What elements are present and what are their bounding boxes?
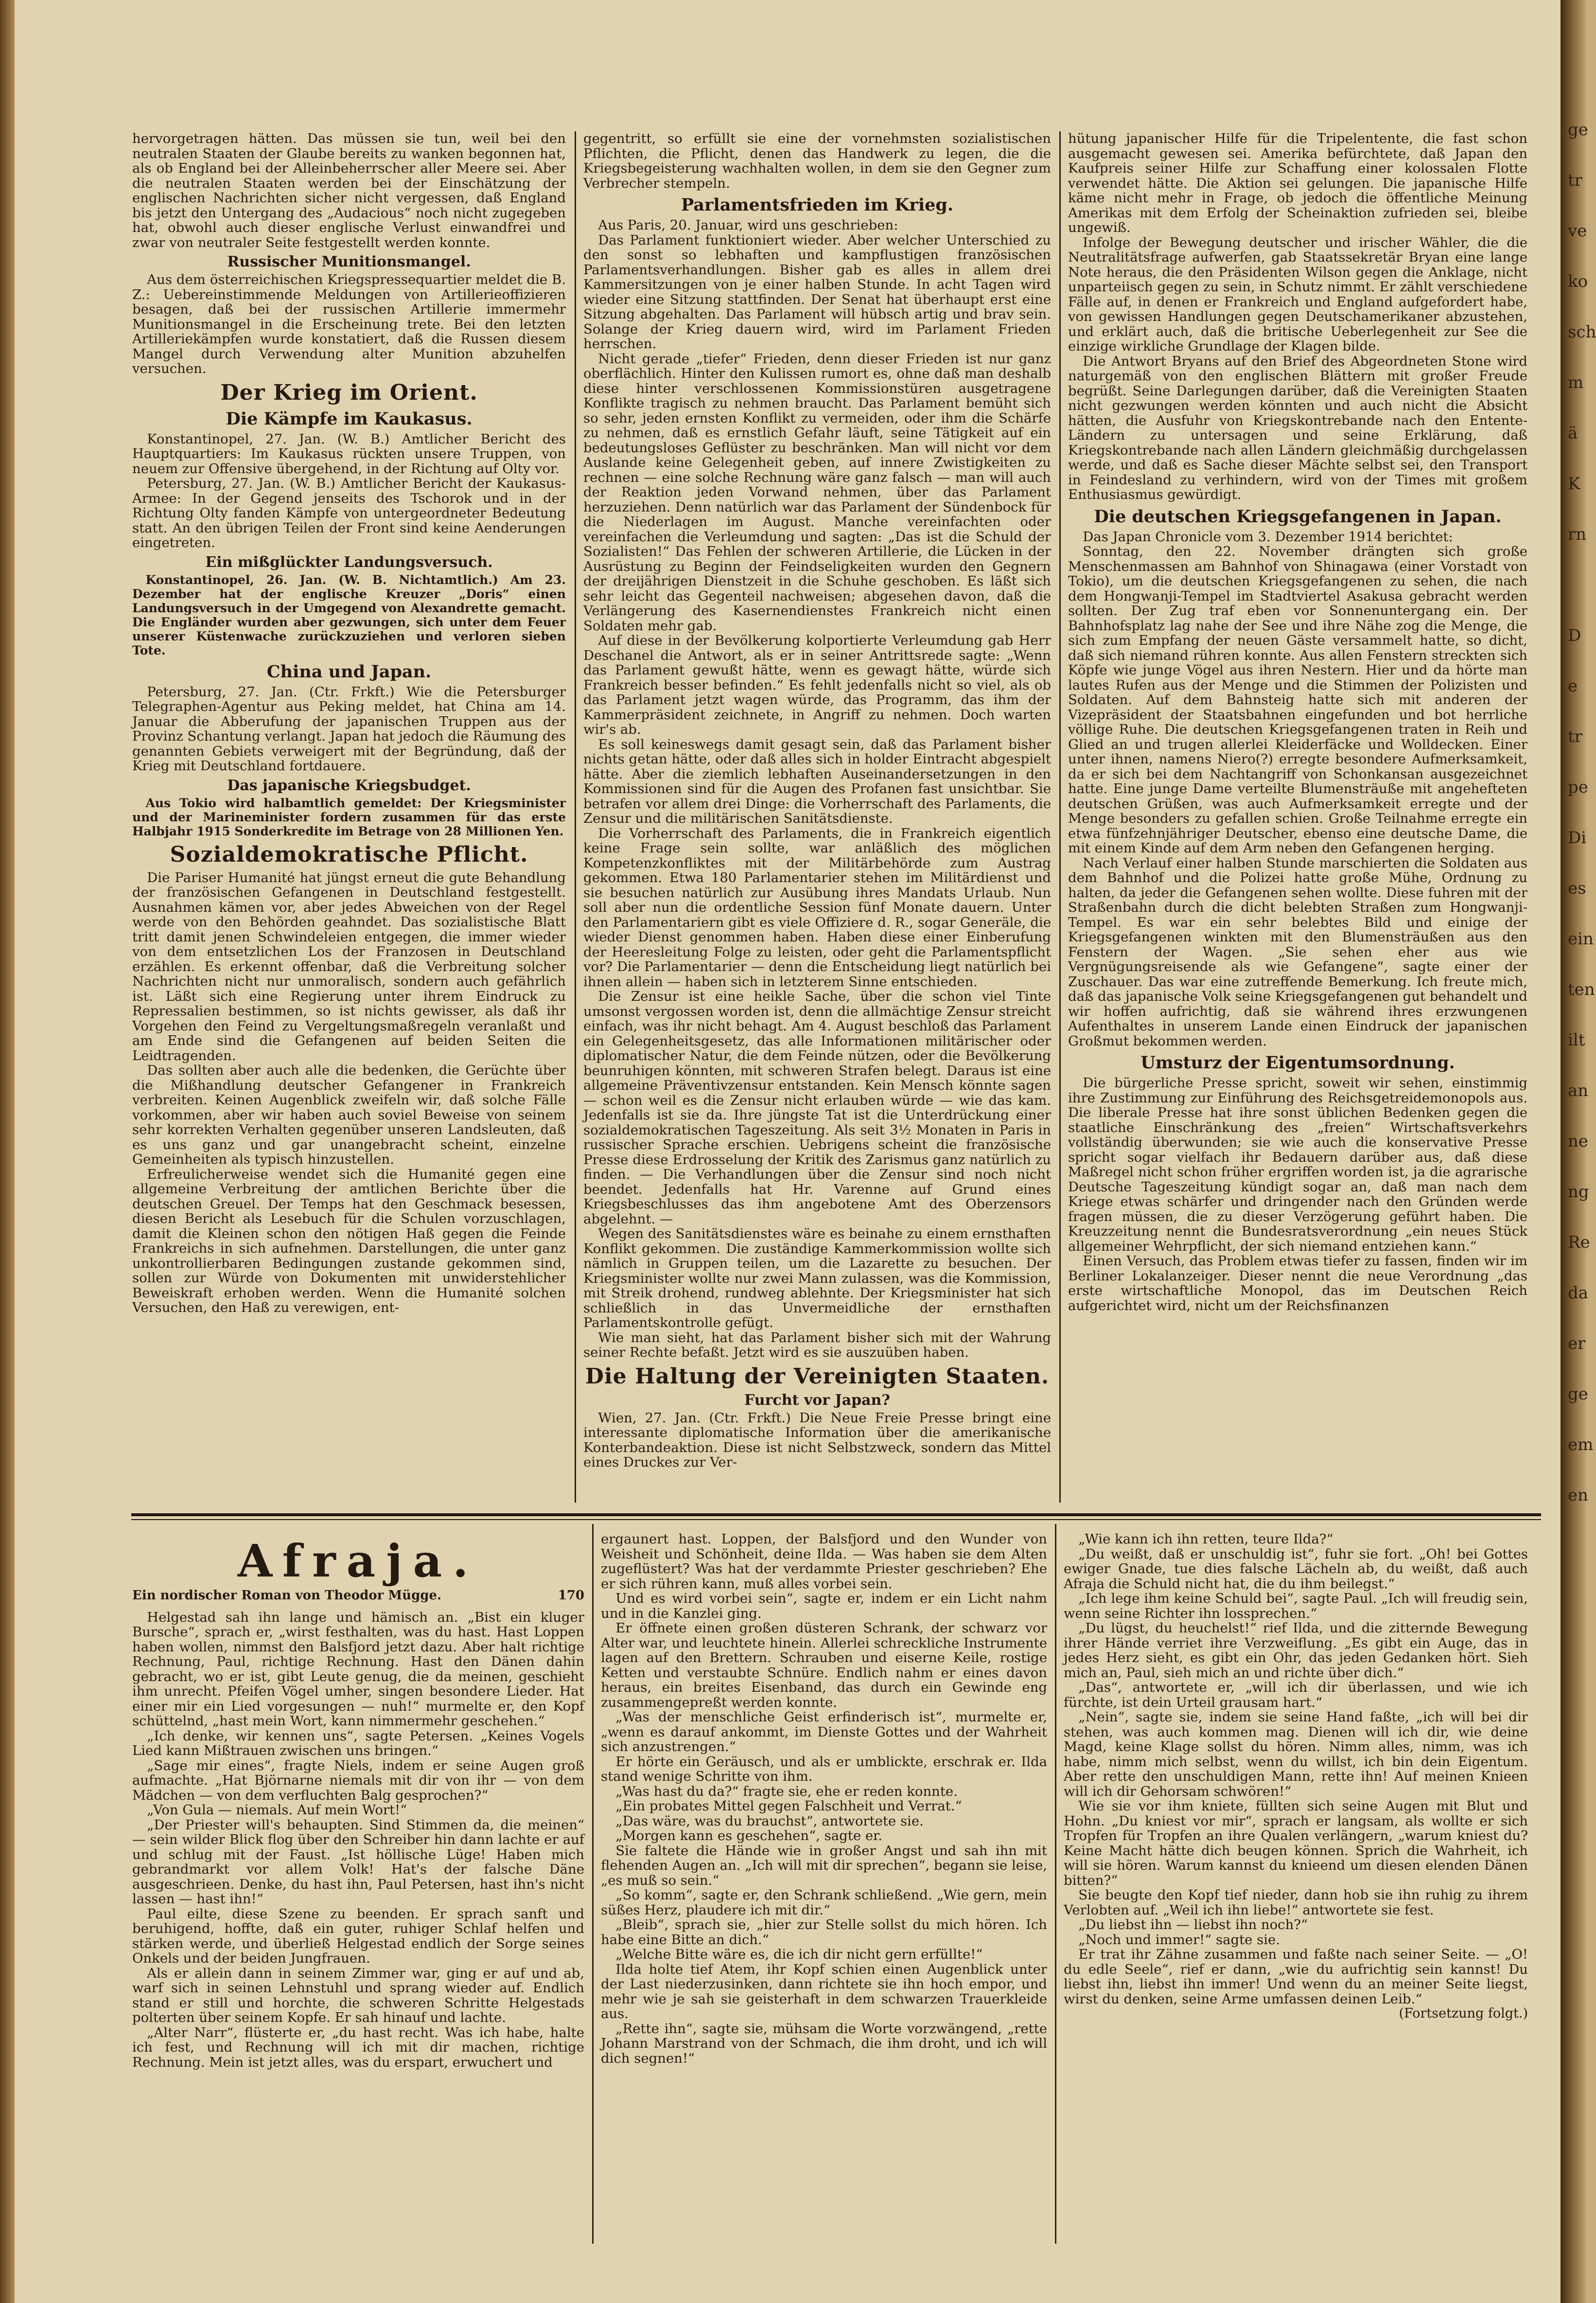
paragraph: Die Zensur ist eine heikle Sache, über die schon viel Tinte umsonst vergossen worden ist, denn die allmächtige Zensur streicht einfach, was ihr nicht behagt. Am 4. August beschloß das Parlament ein Gelegenheitsgesetz, das alle Informationen militärischer oder diplomatischer Natur, die dem Feinde nützen, oder die Bevölkerung beunruhigen könnten, mit schweren Strafen belegt. Daraus ist eine allgemeine Präventivzensur entstanden. Kein Mensch könnte sagen — schon weil es die Zensur nicht erlauben würde — wie das kam. Jedenfalls ist sie da. Ihre jüngste Tat ist die Unterdrückung einer sozialdemokratischen Tageszeitung. Als seit 3½ Monaten in Paris in russischer Sprache erschien. Uebrigens scheint die französische Presse diese Erdrosselung der Kritik des Zarismus ganz natürlich zu finden. — Die Verhandlungen über die Zensur sind noch nicht beendet. Jedenfalls hat Hr. Varenne auf Grund eines Kriegsbeschlusses das ihm angebotene Amt des Oberzensors abgelehnt. —	[583, 989, 1051, 1227]
article-headline: Furcht vor Japan?	[744, 1391, 890, 1409]
novel-paragraph: „Alter Narr“, flüsterte er, „du hast recht. Was ich habe, halte ich fest, und Rechnung will ich mit dir machen, richtige Rechnung. Mein ist jetzt alles, was du erspart, erwuchert und	[132, 2024, 584, 2070]
margin-fragment: tr	[1568, 727, 1582, 746]
article-headline: Die deutschen Kriegsgefangenen in Japan.	[1094, 506, 1502, 527]
novel-paragraph: Wie sie vor ihm kniete, füllten sich seine Augen mit Blut und Hohn. „Du kniest vor mir“, sprach er langsam, als wollte er sich Tropfen für Tropfen an ihre Qualen verlängern, „warum kniest du? Keine Macht hätte dich beugen können. Sprich die Wahrheit, ich will sie hören. Warum kannst du knieend um diesen elenden Dänen bitten?“	[1064, 1798, 1528, 1888]
binding-spine	[1561, 0, 1596, 2303]
paragraph: Das Parlament funktioniert wieder. Aber welcher Unterschied zu den sonst so lebhaften und kampflustigen französischen Parlamentsverhandlungen. Bisher gab es alles in allem drei Kammersitzungen von je einer halben Stunde. In acht Tagen wird wieder eine Sitzung stattfinden. Der Senat hat überhaupt erst eine Sitzung abgehalten. Das Parlament will hübsch artig und brav sein. Solange der Krieg dauern wird, wird im Parlament Frieden herrschen.	[583, 232, 1051, 352]
column-rule	[575, 131, 576, 1503]
novel-paragraph: „Du weißt, daß er unschuldig ist“, fuhr sie fort. „Oh! bei Gottes ewiger Gnade, tue dies falsche Lächeln ab, du weißt, daß auch Afraja die Schuld nicht hat, die du ihm beilegst.“	[1064, 1546, 1528, 1592]
margin-fragment: m	[1568, 373, 1584, 392]
novel-byline	[132, 1588, 584, 1603]
article-headline: Ein mißglückter Landungsversuch.	[205, 553, 493, 571]
novel-paragraph: Er hörte ein Geräusch, und als er umblickte, erschrak er. Ilda stand wenige Schritte von ihm.	[601, 1754, 1047, 1784]
paragraph: Die bürgerliche Presse spricht, soweit wir sehen, einstimmig ihre Zustimmung zur Einführung des Reichsgetreidemonopols aus. Die liberale Presse hat ihre sonst üblichen Bedenken gegen die staatliche Einschränkung des „freien“ Wirtschaftsverkehrs vollständig überwunden; sie wie auch die konservative Presse spricht sogar vielfach ihr Bedauern darüber aus, daß diese Maßregel nicht schon früher ergriffen worden ist, ja die agrarische Deutsche Tageszeitung kündigt sogar an, daß man nach dem Kriege etwas schärfer und dringender nach den Gründen werde fragen müssen, die zu dieser Verzögerung geführt haben. Die Kreuzzeitung nennt die Bundesratsverordnung „ein neues Stück allgemeiner Wehrpflicht, der sich niemand entziehen kann.“	[1068, 1075, 1527, 1254]
paragraph: Erfreulicherweise wendet sich die Humanité gegen eine allgemeine Verbreitung der amtlichen Berichte über die deutschen Greuel. Der Temps hat den Geschmack besessen, diesen Bericht als Lesebuch für die Schulen vorzuschlagen, damit die Kleinen schon den nötigen Haß gegen die Feinde Frankreichs in sich aufnehmen. Darstellungen, die unter ganz unkontrollierbaren Bedingungen zustande gekommen sind, sollen zur Würde von Dokumenten mit unwiderstehlicher Beweiskraft erhoben werden. Wenn die Humanité solchen Versuchen, den Haß zu verewigen, ent-	[132, 1166, 566, 1315]
paragraph: Nach Verlauf einer halben Stunde marschierten die Soldaten aus dem Bahnhof und die Polizei hatte große Mühe, Ordnung zu halten, da jeder die Gefangenen sehen wollte. Diese fuhren mit der Straßenbahn durch die dicht belebten Straßen zum Hongwanji-Tempel. Es war ein sehr belebtes Bild und einige der Kriegsgefangenen winkten mit den Blumensträußen aus den Fenstern der Wagen. „Sie sehen eher aus wie Vergnügungsreisende als wie Gefangene“, sagte einer der Zuschauer. Das war eine zutreffende Bemerkung. Ich freute mich, daß das japanische Volk seine Kriegsgefangenen gut behandelt und wir hoffen aufrichtig, daß sie während ihres erzwungenen Aufenthaltes in unserem Lande einen Eindruck der japanischen Großmut bekommen werden.	[1068, 855, 1527, 1049]
paragraph: Das sollten aber auch alle die bedenken, die Gerüchte über die Mißhandlung deutscher Gefangener in Frankreich verbreiten. Keinen Augenblick zweifeln wir, daß solche Fälle vorkommen, aber wir haben auch soviel Beweise von seinem sehr korrekten Verhalten gegenüber unseren Landsleuten, daß es uns ganz und gar unangebracht scheint, einzelne Gemeinheiten als typisch hinzustellen.	[132, 1063, 566, 1167]
novel-paragraph: „Ich denke, wir kennen uns“, sagte Petersen. „Keines Vogels Lied kann Mißtrauen zwischen uns bringen.“	[132, 1728, 584, 1758]
margin-fragment: Re	[1568, 1233, 1590, 1252]
paragraph: Aus dem österreichischen Kriegspressequartier meldet die B. Z.: Uebereinstimmende Meldungen von Artillerieoffizieren besagen, daß bei der russischen Artillerie immermehr Munitionsmangel in die Erscheinung trete. Bei den letzten Artilleriekämpfen wurde konstatiert, daß die Russen diesem Mangel durch Verwendung alter Munition abzuhelfen versuchen.	[132, 272, 566, 376]
novel-paragraph: „Der Priester will's behaupten. Sind Stimmen da, die meinen“ — sein wilder Blick flog über den Schreiber hin dann lachte er auf und schlug mit der Faust. „Ist höllische Lüge! Haben mich gebrandmarkt vor allem Volk! Hat's der falsche Däne ausgeschrieen. Denke, du hast ihn, Paul Petersen, hast ihn's nicht lassen — hast ihn!“	[132, 1817, 584, 1907]
paragraph: Petersburg, 27. Jan. (W. B.) Amtlicher Bericht der Kaukasus-Armee: In der Gegend jenseits des Tschorok und in der Richtung Olty fanden Kämpfe von untergeordneter Bedeutung statt. An den übrigen Teilen der Front sind keine Aenderungen eingetreten.	[132, 476, 566, 550]
margin-fragment: ve	[1568, 221, 1587, 241]
novel-paragraph: „Ich lege ihm keine Schuld bei“, sagte Paul. „Ich will freudig sein, wenn seine Richter ihn lossprechen.“	[1064, 1591, 1528, 1621]
novel-paragraph: „Sage mir eines“, fragte Niels, indem er seine Augen groß aufmachte. „Hat Björnarne niemals mit dir von ihr — von dem Mädchen — von dem verfluchten Balg gesprochen?“	[132, 1757, 584, 1803]
novel-paragraph: „Du lügst, du heuchelst!“ rief Ilda, und die zitternde Bewegung ihrer Hände verriet ihre Verzweiflung. „Es gibt ein Auge, das in jedes Herz sieht, es gibt ein Ohr, das jeden Gedanken hört. Sieh mich an, Paul, sieh mich an und richte über dich.“	[1064, 1620, 1528, 1681]
novel-column-2	[601, 1532, 1047, 2247]
section-headline: Der Krieg im Orient.	[220, 380, 478, 405]
margin-fragment: rn	[1568, 525, 1587, 544]
margin-fragment: ge	[1568, 1384, 1588, 1404]
margin-fragment: ge	[1568, 120, 1588, 140]
novel-paragraph: „Welche Bitte wäre es, die ich dir nicht gern erfüllte!“	[615, 1947, 983, 1962]
paragraph: Wie man sieht, hat das Parlament bisher sich mit der Wahrung seiner Rechte befaßt. Jetzt wird es sie auszuüben haben.	[583, 1329, 1051, 1360]
paragraph: Konstantinopel, 27. Jan. (W. B.) Amtlicher Bericht des Hauptquartiers: Im Kaukasus rückten unsere Truppen, von neuem zur Offensive übergehend, in der Richtung auf Olty vor.	[132, 431, 566, 477]
novel-paragraph: „So komm“, sagte er, den Schrank schließend. „Wie gern, mein süßes Herz, plaudere ich mit dir.“	[601, 1887, 1047, 1918]
novel-paragraph: „Morgen kann es geschehen“, sagte er.	[615, 1828, 882, 1843]
article-headline: Umsturz der Eigentumsordnung.	[1140, 1053, 1455, 1073]
novel-paragraph: „Du liebst ihn — liebst ihn noch?“	[1078, 1917, 1308, 1932]
margin-fragment: sch	[1568, 322, 1596, 342]
novel-column-1	[132, 1532, 584, 2247]
installment-number: 170	[558, 1588, 584, 1603]
novel-paragraph: „Rette ihn“, sagte sie, mühsam die Worte vorzwängend, „rette Johann Marstrand von der Schmach, die ihm droht, und ich will dich segnen!“	[601, 2020, 1047, 2066]
margin-fragment: ten	[1568, 980, 1595, 999]
novel-paragraph: Helgestad sah ihn lange und hämisch an. „Bist ein kluger Bursche“, sprach er, „wirst festhalten, was du hast. Hast Loppen haben wollen, nimmst den Balsfjord jetzt dazu. Aber halt richtige Rechnung, Paul, richtige Rechnung. Hast den Dänen dahin gebracht, wo er ist, gibt Leute genug, die da meinen, geschieht ihm unrecht. Pfeifen Vögel umher, singen besondere Lieder. Hat einer mir ein Lied vorgesungen — nuh!“ murmelte er, den Kopf schüttelnd, „hast mein Wort, kann nimmermehr geschehen.“	[132, 1609, 584, 1729]
margin-fragment: tr	[1568, 171, 1582, 190]
paragraph: Nicht gerade „tiefer“ Frieden, denn dieser Frieden ist nur ganz oberflächlich. Hinter den Kulissen rumort es, ohne daß man deshalb diese hinter verschlossenen Kommissionstüren ausgetragene Konflikte tragisch zu nehmen braucht. Das Parlament bemüht sich so sehr, jeden ernsten Konflikt zu vermeiden, oder ihm die Schärfe zu nehmen, daß es ernstlich Gefahr läuft, seine Tätigkeit auf ein bedeutungsloses Geflüster zu beschränken. Man will nicht vor dem Auslande keine Gelegenheit geben, auf innere Zwistigkeiten zu rechnen — eine solche Rechnung wäre ganz falsch — man will auch der Reaktion jeden Vorwand nehmen, über das Parlament herzuziehen. Denn natürlich war das Parlament der Sündenbock für die Niederlagen im August. Manche vereinfachten oder vereinfachen die Verleumdung und sagten: „Das ist die Schuld der Sozialisten!“ Das Fehlen der schweren Artillerie, die Lücken in der Ausrüstung zu Beginn der Feindseligkeiten wurden den Gegnern der dreijährigen Dienstzeit in die Schuhe geschoben. Es läßt sich sehr leicht das Gegenteil nachweisen; abgesehen davon, daß die Verlängerung des Kasernendienstes Frankreich nicht einen Soldaten mehr gab.	[583, 351, 1051, 634]
novel-paragraph: „Wie kann ich ihn retten, teure Ilda?“	[1078, 1531, 1333, 1547]
news-column-1	[132, 131, 566, 1507]
novel-paragraph: Als er allein dann in seinem Zimmer war, ging er auf und ab, warf sich in seinen Lehnstuhl und sprang wieder auf. Endlich stand er still und horchte, die schweren Schritte Helgestads polterten über seinem Kopfe. Er sah hinauf und lachte.	[132, 1965, 584, 2025]
margin-fragment: K	[1568, 474, 1580, 494]
paragraph: Aus Tokio wird halbamtlich gemeldet: Der Kriegsminister und der Marineminister fordern zusammen für das erste Halbjahr 1915 Sonderkredite im Betrage von 28 Millionen Yen.	[132, 796, 566, 838]
margin-fragment: en	[1568, 1486, 1589, 1505]
novel-paragraph: Ilda holte tief Atem, ihr Kopf schien einen Augenblick unter der Last niederzusinken, dann richtete sie ihn hoch empor, und mehr wie je sah sie geisterhaft in dem schwarzen Trauerkleide aus.	[601, 1961, 1047, 2021]
novel-paragraph: Sie beugte den Kopf tief nieder, dann hob sie ihn ruhig zu ihrem Verlobten auf. „Weil ich ihn liebe!“ antwortete sie fest.	[1064, 1887, 1528, 1918]
novel-paragraph: „Nein“, sagte sie, indem sie seine Hand faßte, „ich will bei dir stehen, was auch kommen mag. Dienen will ich dir, wie deine Magd, keine Klage sollst du hören. Nimm alles, nimm, was ich habe, nimm mich selbst, wenn du willst, ich bin dein Eigentum. Aber rette den unschuldigen Mann, rette ihn! Auf meinen Knieen will ich dir Gehorsam schwören!“	[1064, 1709, 1528, 1799]
section-headline: Sozialdemokratische Pflicht.	[170, 842, 528, 867]
paragraph: Sonntag, den 22. November drängten sich große Menschenmassen am Bahnhof von Shinagawa (einer Vorstadt von Tokio), um die deutschen Kriegsgefangenen zu sehen, die nach dem Hongwanji-Tempel im Stadtviertel Asakusa gebracht werden sollten. Der Zug traf eben vor Sonnenuntergang ein. Der Bahnhofsplatz lag nahe der See und ihre Nähe zog die Menge, die sich zum Empfang der neuen Gäste versammelt hatte, so dicht, daß sich niemand rühren konnte. Aus allen Fenstern streckten sich Köpfe wie junge Vögel aus ihren Nestern. Hier und da hörte man lautes Rufen aus der Menge und die Stimmen der Polizisten und Soldaten. Auf dem Bahnsteig hatte sich mit anderen der Vizepräsident der Staatsbahnen eingefunden und bot herrliche völlige Ruhe. Die deutschen Kriegsgefangenen traten in Reih und Glied an und trugen allerlei Kleiderfäcke und Wolldecken. Einer unter ihnen, namens Niero(?) erregte besondere Aufmerksamkeit, da er sich bei dem Nachtangriff von Schonkansan ausgezeichnet hatte. Eine junge Dame verteilte Blumensträuße mit angehefteten deutschen Grüßen, was auch Aufmerksamkeit erregte und der Menge besonders zu gefallen schien. Große Teilnahme erregte ein etwa fünfzehnjähriger Deutscher, ebenso eine deutsche Dame, die mit einem Kinde auf dem Arm neben den Gefangenen herging.	[1068, 544, 1527, 856]
margin-fragment: D	[1568, 626, 1581, 645]
paragraph: Einen Versuch, das Problem etwas tiefer zu fassen, finden wir im Berliner Lokalanzeiger. Dieser nennt die neue Verordnung „das erste wirtschaftliche Monopol, das im Deutschen Reich aufgerichtet wird, nicht um der Reichsfinanzen	[1068, 1253, 1527, 1313]
paragraph: hütung japanischer Hilfe für die Tripelentente, die fast schon ausgemacht gewesen sei. Amerika befürchtete, daß Japan den Kaufpreis seiner Hilfe zur Schaffung einer kolossalen Flotte verwendet hätte. Die Aktion sei gelungen. Die japanische Hilfe käme nicht mehr in Frage, ob jedoch die öffentliche Meinung Amerikas mit dem Erfolg der Scheinaktion zufrieden sei, bleibe ungewiß.	[1068, 131, 1527, 235]
novel-paragraph: „Bleib“, sprach sie, „hier zur Stelle sollst du mich hören. Ich habe eine Bitte an dich.“	[601, 1917, 1047, 1948]
continued-note: (Fortsetzung folgt.)	[1399, 2006, 1528, 2021]
paragraph: Wegen des Sanitätsdienstes wäre es beinahe zu einem ernsthaften Konflikt gekommen. Die zuständige Kammerkommission wollte sich nämlich in Gruppen teilen, um die Lazarette zu besuchen. Der Kriegsminister wollte nur zwei Mann zulassen, was die Kommission, mit Streik drohend, rundweg ablehnte. Der Kriegsminister hat sich schließlich in das Unvermeidliche der ernsthaften Parlamentskontrolle gefügt.	[583, 1226, 1051, 1330]
margin-fragment: ne	[1568, 1132, 1589, 1151]
margin-fragment: er	[1568, 1334, 1586, 1353]
novel-paragraph: Paul eilte, diese Szene zu beenden. Er sprach sanft und beruhigend, hoffte, daß ein guter, ruhiger Schlaf helfen und stärken werde, und überließ Helgestad endlich der Sorge seines Onkels und der beiden Jungfrauen.	[132, 1906, 584, 1966]
margin-fragment: ein	[1568, 929, 1594, 949]
novel-paragraph: „Was der menschliche Geist erfinderisch ist“, murmelte er, „wenn es darauf ankommt, im Dienste Gottes und der Wahrheit sich anzustrengen.“	[601, 1709, 1047, 1754]
novel-paragraph: ergaunert hast. Loppen, der Balsfjord und den Wunder von Weisheit und Schönheit, deine Ilda. — Was haben sie dem Alten zugeflüstert? Was hat der verdammte Priester geschrieben? Ehe er sich rühren kann, muß alles vorbei sein.	[601, 1531, 1047, 1592]
novel-paragraph: „Ein probates Mittel gegen Falschheit und Verrat.“	[615, 1798, 962, 1814]
margin-fragment: da	[1568, 1283, 1589, 1303]
paragraph: Die Vorherrschaft des Parlaments, die in Frankreich eigentlich keine Frage sein sollte, war anläßlich des möglichen Kompetenzkonfliktes mit der Militärbehörde zum Austrag gekommen. Etwa 180 Parlamentarier stehen im Militärdienst und sie besuchen natürlich zur Ausübung ihres Mandats Urlaub. Nun soll aber nun die ordentliche Session fünf Monate dauern. Unter den Parlamentariern gibt es viele Offiziere d. R., sogar Generäle, die wieder Dienst genommen haben. Haben diese einer Einberufung der Heeresleitung Folge zu leisten, oder geht die Parlamentspflicht vor? Die Parlamentarier — denn die Entscheidung liegt natürlich bei ihnen allein — haben sich in letzterem Sinne entschieden.	[583, 825, 1051, 990]
novel-paragraph: „Das wäre, was du brauchst“, antwortete sie.	[615, 1813, 924, 1829]
paragraph: Die Antwort Bryans auf den Brief des Abgeordneten Stone wird naturgemäß von den englischen Blättern mit großer Freude begrüßt. Seine Darlegungen darüber, daß die Vereinigten Staaten nicht gezwungen werden könnten und auch nicht die Absicht hätten, die Ausfuhr von Kriegskontrebande nach den Entente-Ländern zu untersagen und seine Erklärung, daß Kriegskontrebande nach allen Ländern gleichmäßig durchgelassen werde, und daß es Sache dieser Mächte selbst sei, den Transport in Feindesland zu verhindern, wird von der Times mit großem Enthusiasmus gewürdigt.	[1068, 353, 1527, 502]
news-column-2	[583, 131, 1051, 1507]
column-rule	[1055, 1524, 1056, 2244]
paragraph: hervorgetragen hätten. Das müssen sie tun, weil bei den neutralen Staaten der Glaube bereits zu wanken begonnen hat, als ob England bei der Alleinbeherrscher aller Meere sei. Aber die neutralen Staaten werden bei der Einschätzung der englischen Nachrichten sicher nicht vergessen, daß England bis jetzt den Untergang des „Audacious“ noch nicht zugegeben hat, obwohl auch dieser englische Verlust einwandfrei und zwar von neutraler Seite festgestellt werden konnte.	[132, 131, 566, 250]
margin-fragment: ä	[1568, 424, 1578, 443]
feuilleton-divider	[131, 1513, 1541, 1516]
margin-fragment: em	[1568, 1435, 1594, 1454]
paragraph: Wien, 27. Jan. (Ctr. Frkft.) Die Neue Freie Presse bringt eine interessante diplomatische Information über die amerikanische Konterbandeaktion. Diese ist nicht Selbstzweck, sondern das Mittel eines Druckes zur Ver-	[583, 1410, 1051, 1470]
article-headline: China und Japan.	[266, 661, 432, 682]
margin-fragment: es	[1568, 879, 1586, 898]
novel-paragraph: Er trat ihr Zähne zusammen und faßte nach seiner Seite. — „O! du edle Seele“, rief er dann, „wie du aufrichtig sein kannst! Du liebst ihn, liebst ihn immer! Und wenn du an meiner Seite liegst, wirst du denken, seine Arme umfassen deinen Leib.“	[1064, 1947, 1528, 2007]
scan-left-edge	[0, 0, 15, 2303]
paragraph: gegentritt, so erfüllt sie eine der vornehmsten sozialistischen Pflichten, die Pflicht, denen das Handwerk zu legen, die die Kriegsbegeisterung wachhalten wollen, in dem sie den Gegner zum Verbrecher stempeln.	[583, 131, 1051, 191]
novel-text	[132, 1610, 584, 2070]
novel-text	[601, 1532, 1047, 2066]
novel-paragraph: „Das“, antwortete er, „will ich dir überlassen, und wie ich fürchte, ist dein Urteil grausam hart.“	[1064, 1680, 1528, 1710]
novel-paragraph: Er öffnete einen großen düsteren Schrank, der schwarz vor Alter war, und leuchtete hinein. Allerlei schreckliche Instrumente lagen auf den Brettern. Schrauben und eiserne Keile, rostige Ketten und verstaubte Schnüre. Endlich nahm er eines davon heraus, ein breites Eisenband, das durch ein Gewinde eng zusammengepreßt werden konnte.	[601, 1620, 1047, 1710]
paragraph: Das Japan Chronicle vom 3. Dezember 1914 berichtet:	[1083, 529, 1453, 545]
novel-paragraph: Sie faltete die Hände wie in großer Angst und sah ihn mit flehenden Augen an. „Ich will mit dir sprechen“, begann sie leise, „es muß so sein.“	[601, 1842, 1047, 1888]
margin-fragment: ilt	[1568, 1030, 1585, 1050]
column-rule	[1059, 131, 1061, 1503]
column-rule	[592, 1524, 594, 2244]
article-headline: Russischer Munitionsmangel.	[227, 253, 471, 270]
paragraph: Auf diese in der Bevölkerung kolportierte Verleumdung gab Herr Deschanel die Antwort, als er in seiner Antrittsrede sagte: „Wenn das Parlament gewußt hätte, wenn es gewagt hätte, würde sich Frankreich besser befinden.“ Es fehlt jedenfalls nicht so viel, als ob das Parlament jetzt wagen würde, das Programm, das ihm der Kammerpräsident zeichnete, in Angriff zu nehmen. Doch warten wir's ab.	[583, 633, 1051, 737]
margin-fragment: ko	[1568, 272, 1588, 291]
novel-subtitle: Ein nordischer Roman von Theodor Mügge.	[132, 1588, 442, 1603]
article-headline: Das japanische Kriegsbudget.	[227, 777, 471, 794]
margin-fragment: Di	[1568, 828, 1587, 848]
novel-column-3	[1064, 1532, 1528, 2247]
margin-fragment: e	[1568, 676, 1578, 696]
section-headline: Die Haltung der Vereinigten Staaten.	[585, 1364, 1050, 1389]
paragraph: Die Pariser Humanité hat jüngst erneut die gute Behandlung der französischen Gefangenen in Deutschland festgestellt. Ausnahmen kämen vor, aber jedes Abweichen von der Regel werde von den Behörden geahndet. Das sozialistische Blatt tritt damit jenen Schwindeleien entgegen, die immer wieder von dem entsetzlichen Los der Franzosen in Deutschland erzählen. Es erkennt offenbar, daß die Verbreitung solcher Nachrichten nicht nur unmoralisch, sondern auch gefährlich ist. Läßt sich eine Regierung unter ihrem Eindruck zu Repressalien bestimmen, so ist nichts gewisser, als daß ihr Vorgehen den Feind zu Vergeltungsmaßregeln veranlaßt und am Ende sind die Gefangenen auf beiden Seiten die Leidtragenden.	[132, 869, 566, 1063]
novel-paragraph: Und es wird vorbei sein“, sagte er, indem er ein Licht nahm und in die Kanzlei ging.	[601, 1591, 1047, 1621]
novel-paragraph: „Was hast du da?“ fragte sie, ehe er reden konnte.	[615, 1783, 958, 1799]
paragraph: Petersburg, 27. Jan. (Ctr. Frkft.) Wie die Petersburger Telegraphen-Agentur aus Peking meldet, hat China am 14. Januar die Abberufung der japanischen Truppen aus der Provinz Schantung verlangt. Japan hat jedoch die Räumung des genannten Gebiets verweigert mit der Begründung, daß der Krieg mit Deutschland fortdauere.	[132, 684, 566, 774]
margin-fragment: an	[1568, 1081, 1589, 1100]
feuilleton-divider-thin	[131, 1519, 1541, 1520]
novel-title: Afraja.	[237, 1535, 479, 1587]
paragraph: Konstantinopel, 26. Jan. (W. B. Nichtamtlich.) Am 23. Dezember hat der englische Kreuzer „Doris“ einen Landungsversuch in der Umgegend von Alexandrette gemacht. Die Engländer wurden aber gezwungen, sich unter dem Feuer unserer Küstenwache zurückzuziehen und verloren sieben Tote.	[132, 572, 566, 657]
news-column-3	[1068, 131, 1527, 1507]
article-headline: Parlamentsfrieden im Krieg.	[681, 195, 954, 215]
novel-paragraph: „Noch und immer!“ sagte sie.	[1078, 1931, 1280, 1948]
margin-fragment: pe	[1568, 778, 1588, 797]
novel-paragraph: „Von Gula — niemals. Auf mein Wort!“	[147, 1802, 407, 1818]
novel-text	[1064, 1532, 1528, 2006]
paragraph: Infolge der Bewegung deutscher und irischer Wähler, die die Neutralitätsfrage aufwerfen, gab Staatssekretär Bryan eine lange Note heraus, die den Präsidenten Wilson gegen die Anklage, nicht unparteiisch gegen zu sein, in Schutz nimmt. Er zählt verschiedene Fälle auf, in denen er Frankreich und England aufgefordert habe, von gewissen Handlungen gegen Deutschamerikaner abzustehen, und erklärt auch, daß die britische Ueberlegenheit zur See die einzige wirkliche Grundlage der Klagen bilde.	[1068, 234, 1527, 354]
margin-fragment: ng	[1568, 1182, 1589, 1202]
article-headline: Die Kämpfe im Kaukasus.	[226, 408, 473, 429]
paragraph: Aus Paris, 20. Januar, wird uns geschrieben:	[598, 217, 898, 233]
paragraph: Es soll keineswegs damit gesagt sein, daß das Parlament bisher nichts getan hätte, oder daß alles sich in holder Eintracht abgespielt hätte. Aber die ziemlich lebhaften Auseinandersetzungen in den Kommissionen sind für die Augen des Profanen fast unsichtbar. Sie betrafen vor allem drei Dinge: die Vorherrschaft des Parlaments, die Zensur und die militärischen Sanitätsdienste.	[583, 736, 1051, 826]
